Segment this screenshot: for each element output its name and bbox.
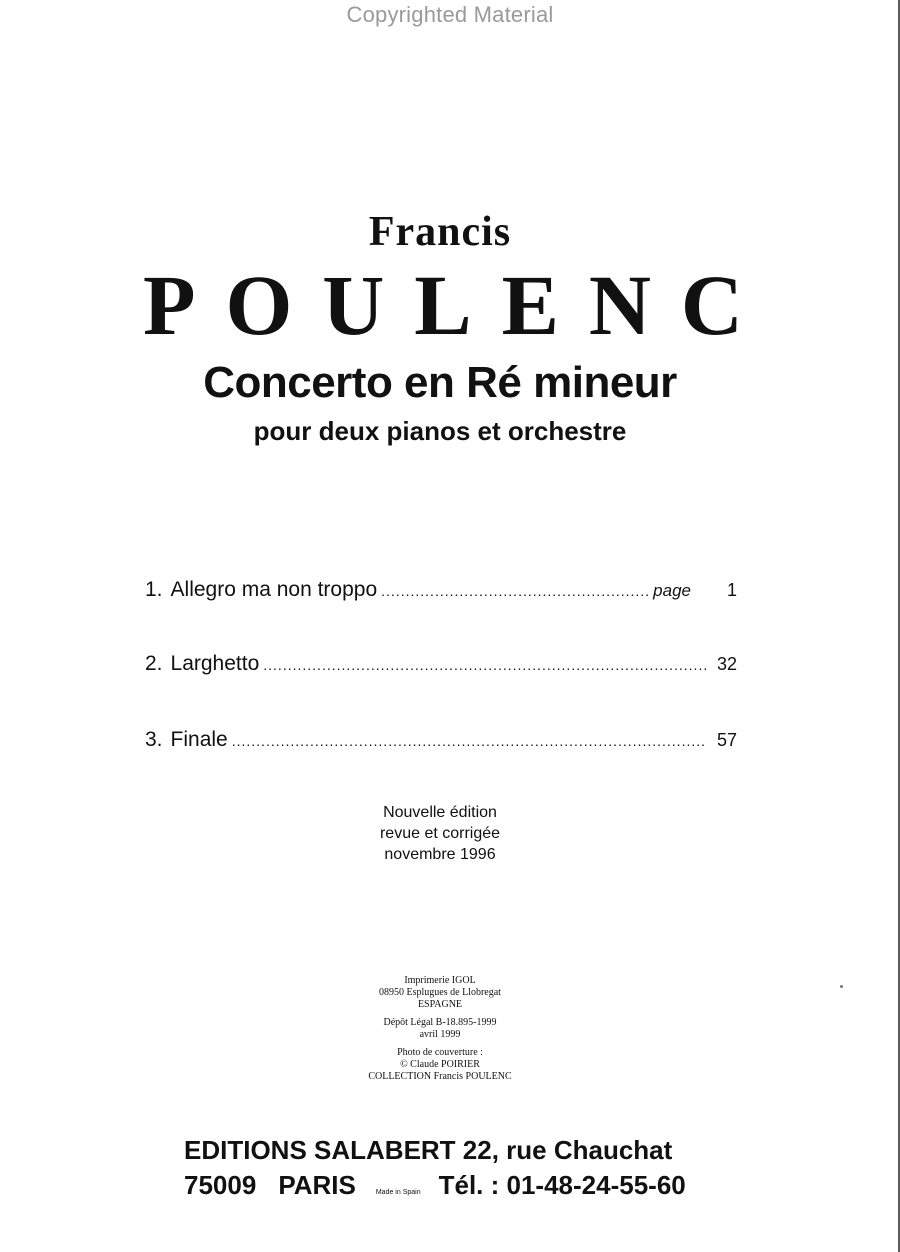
toc-leader-dots [232,733,707,749]
toc-item [145,652,737,676]
composer-last-name-letter: E [501,257,559,353]
legal-deposit-line: avril 1999 [419,1029,461,1040]
composer-last-name-letter: O [225,257,293,353]
printer-line: ESPAGNE [417,999,463,1010]
toc-item-number: 1. [145,578,163,601]
publisher-phone: Tél. : 01-48-24-55-60 [438,1170,686,1200]
copyright-watermark: Copyrighted Material [346,2,554,27]
publisher-city-line [184,1170,704,1201]
composer-last-name-letter: P [143,257,196,353]
composer-last-name-letter: U [322,257,385,353]
toc-item-page: 1 [726,580,737,600]
edition-line: revue et corrigée [379,825,501,842]
toc-item-title: Allegro ma non troppo [170,578,378,601]
toc-leader-dots [263,657,707,673]
legal-deposit-line: Dépôt Légal B-18.895-1999 [383,1017,497,1028]
composer-last-name-letter: L [414,257,472,353]
composer-first-name: Francis [368,209,512,255]
toc-item-number: 3. [145,728,163,751]
toc-item [145,728,737,752]
publisher-address: EDITIONS SALABERT 22, rue Chauchat [184,1135,673,1165]
work-subtitle: pour deux pianos et orchestre [253,416,627,446]
publisher-postcode: 75009 [184,1170,257,1200]
toc-item-title: Larghetto [170,652,260,675]
photo-credit-line: Photo de couverture : [397,1047,483,1058]
printer-line: 08950 Esplugues de Llobregat [379,987,501,998]
photo-credit-line: © Claude POIRIER [400,1059,480,1070]
toc-item-number: 2. [145,652,163,675]
printer-credits [0,975,880,1083]
publisher-city: PARIS [278,1170,356,1200]
photo-credit-line: COLLECTION Francis POULENC [368,1071,512,1082]
work-title: Concerto en Ré mineur [203,358,677,407]
edition-note [0,802,880,865]
composer-last-name [143,257,743,353]
toc-item [145,578,737,602]
toc-item-page: 32 [716,654,737,674]
composer-last-name-letter: C [680,257,743,353]
toc-page-word: page [653,581,691,600]
printer-line: Imprimerie IGOL [404,975,476,986]
edition-line: Nouvelle édition [383,804,497,821]
toc-leader-dots [381,583,649,599]
edition-line: novembre 1996 [384,846,496,863]
toc-item-title: Finale [170,728,228,751]
composer-last-name-letter: N [588,257,651,353]
toc-item-page: 57 [716,730,737,750]
made-in-note: Made in Spain [375,1189,421,1196]
